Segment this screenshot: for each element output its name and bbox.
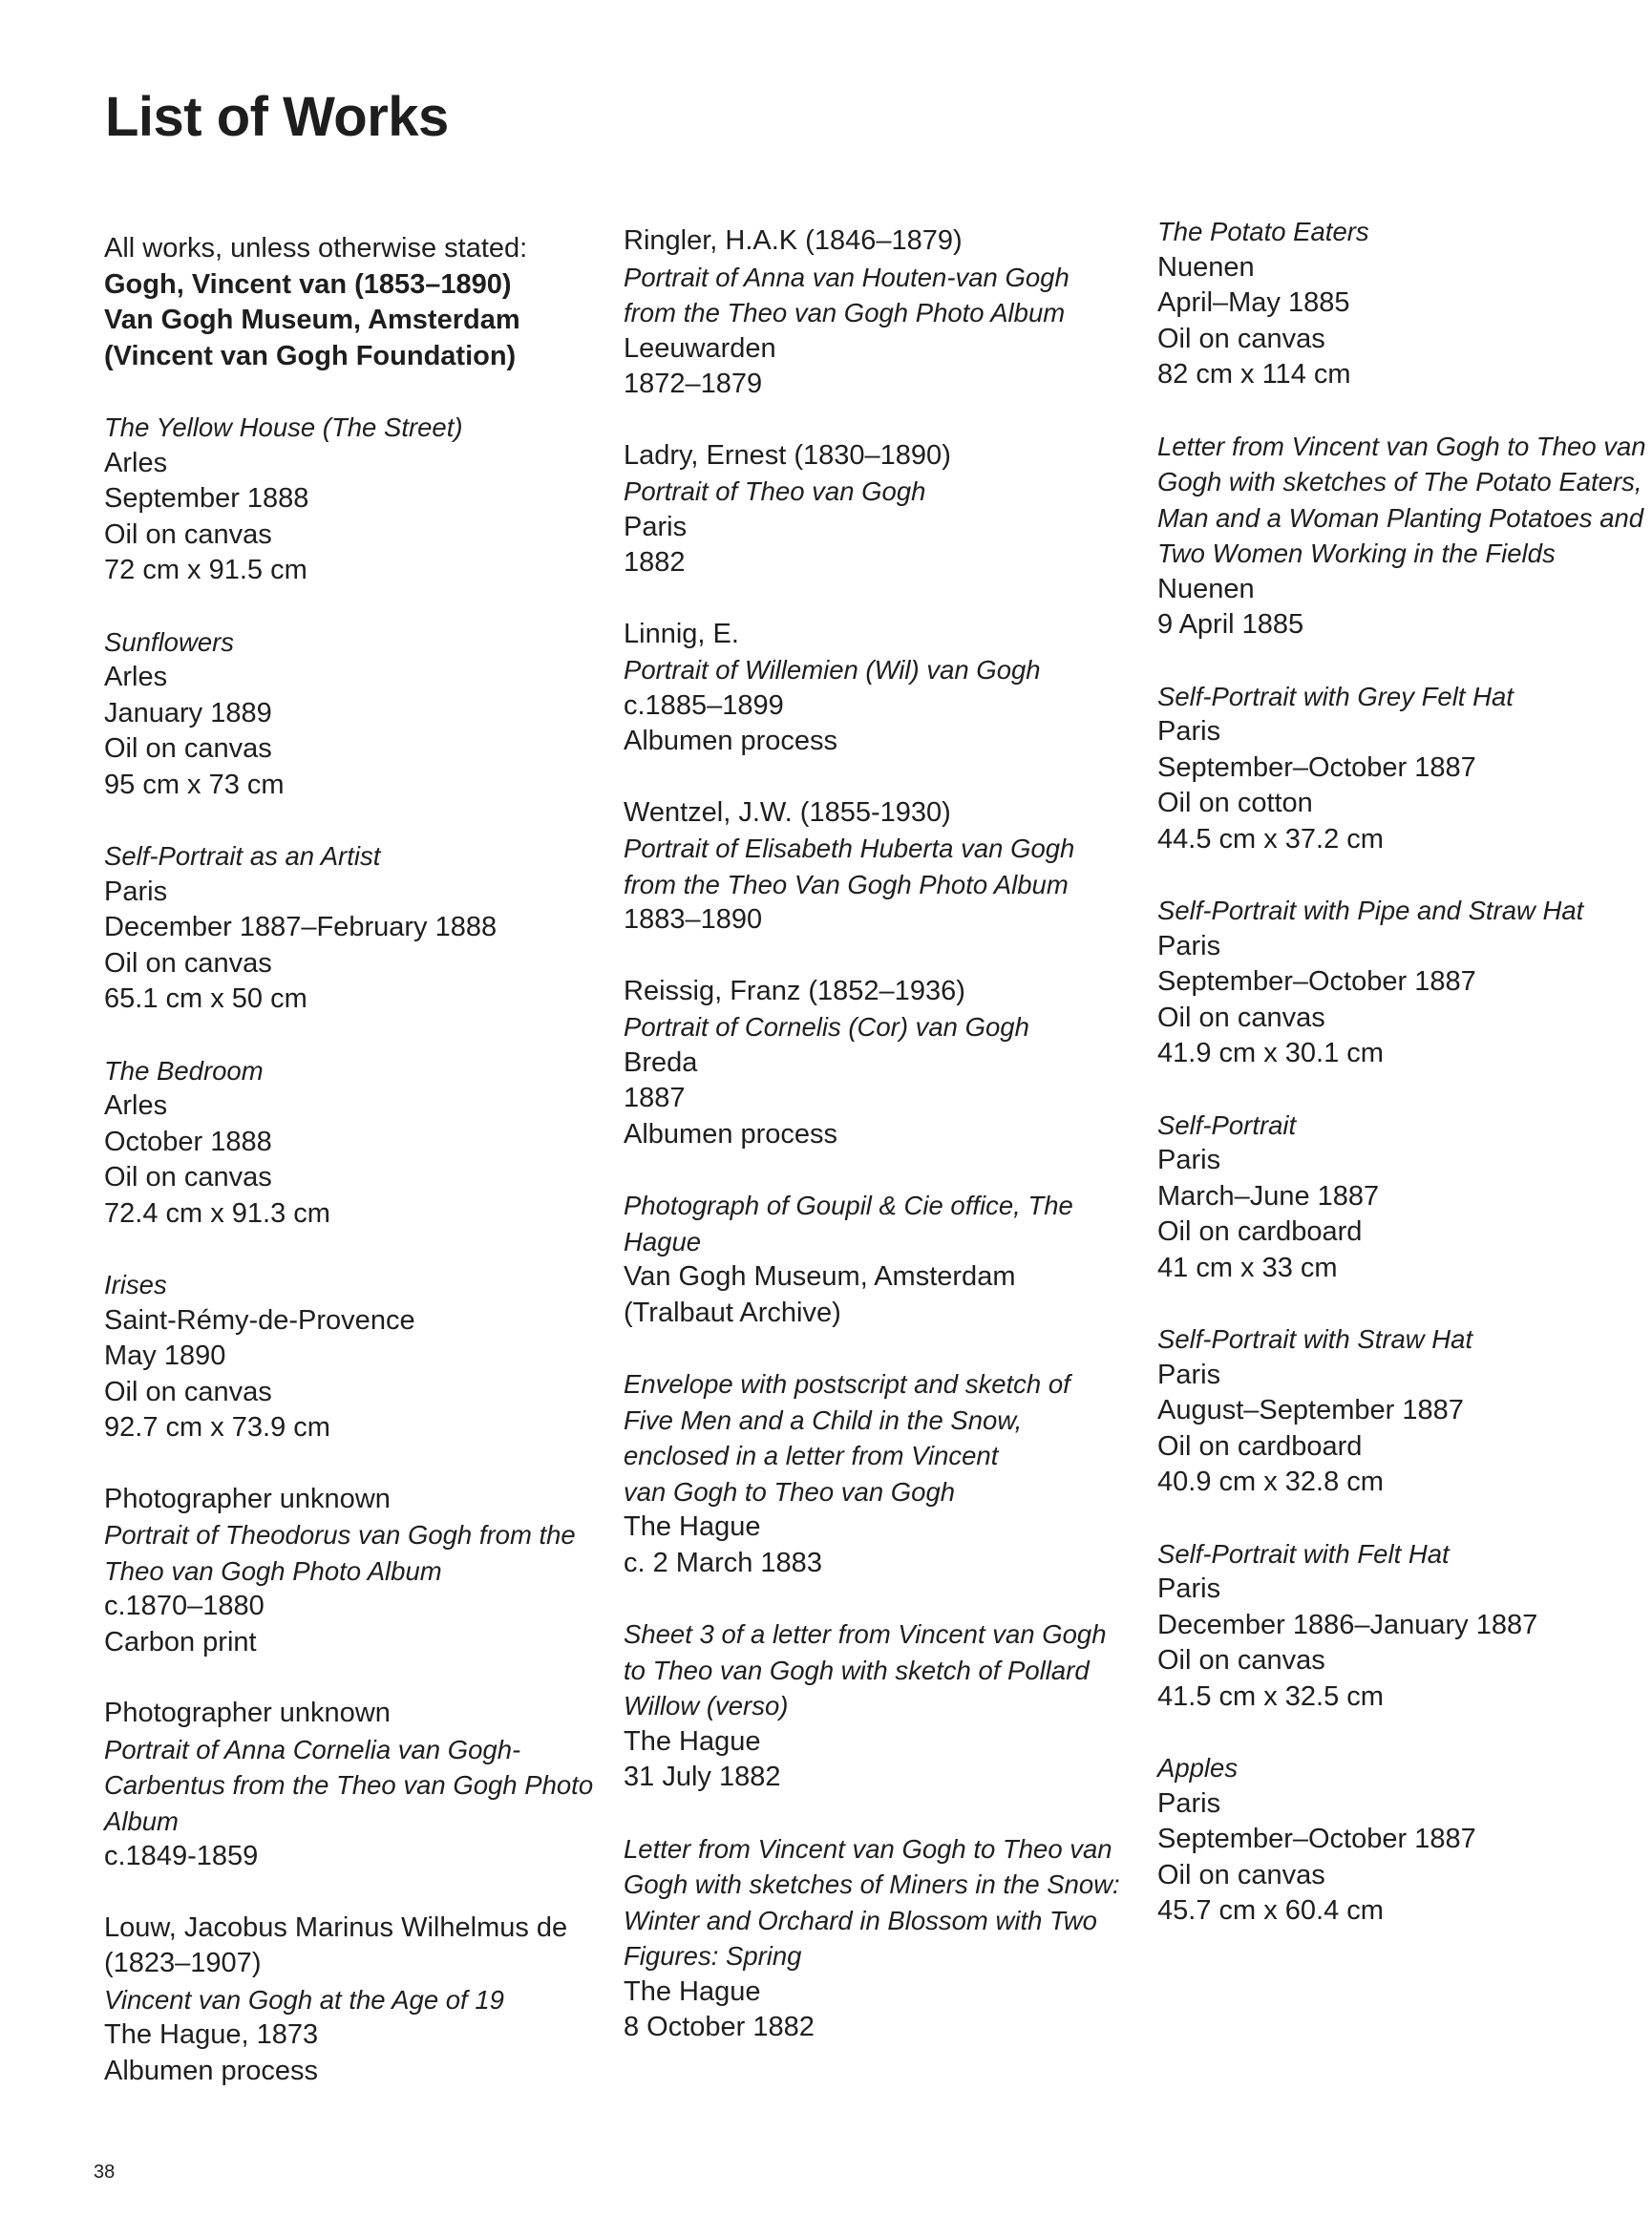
work-detail-line: Oil on canvas xyxy=(104,733,272,764)
work-title-line: enclosed in a letter from Vincent xyxy=(624,1441,999,1470)
work-detail-line: Van Gogh Museum, Amsterdam xyxy=(624,1261,1016,1292)
column-1 xyxy=(104,231,601,2124)
work-entry xyxy=(1157,214,1652,393)
work-detail-line: Albumen process xyxy=(624,1118,838,1150)
work-detail-line: Carbon print xyxy=(104,1626,257,1657)
work-detail-line: 1887 xyxy=(624,1083,686,1113)
work-detail-line: Oil on canvas xyxy=(1157,1859,1325,1890)
work-title-line: Portrait of Theo van Gogh xyxy=(624,476,926,506)
work-detail-line: 45.7 cm x 60.4 cm xyxy=(1157,1895,1384,1926)
work-detail-line: Paris xyxy=(1157,1573,1221,1604)
work-detail-line: October 1888 xyxy=(104,1126,272,1157)
work-title-line: The Bedroom xyxy=(104,1055,264,1086)
work-detail-line: 95 cm x 73 cm xyxy=(104,769,285,800)
work-title-line: Envelope with postscript and sketch of xyxy=(624,1369,1070,1399)
work-detail-line: 72 cm x 91.5 cm xyxy=(104,555,307,585)
work-detail-line: Louw, Jacobus Marinus Wilhelmus de xyxy=(104,1911,568,1943)
work-detail-line: December 1886–January 1887 xyxy=(1157,1609,1538,1640)
work-detail-line: Paris xyxy=(104,876,168,907)
work-title-line: Self-Portrait xyxy=(1157,1109,1297,1140)
column-2 xyxy=(624,223,1120,2081)
work-title-line: Apples xyxy=(1157,1753,1239,1783)
work-title-line: The Potato Eaters xyxy=(1157,217,1369,246)
work-detail-line: c.1885–1899 xyxy=(624,689,784,721)
work-detail-line: Nuenen xyxy=(1157,573,1255,604)
work-detail-line: Wentzel, J.W. (1855-1930) xyxy=(624,796,951,828)
work-detail-line: Oil on cardboard xyxy=(1157,1430,1363,1462)
work-detail-line: Paris xyxy=(1157,716,1221,747)
work-detail-line: Arles xyxy=(104,662,168,692)
work-title-line: Irises xyxy=(104,1270,167,1299)
work-title-line: Sheet 3 of a letter from Vincent van Gogh xyxy=(624,1619,1107,1649)
work-title-line: Letter from Vincent van Gogh to Theo van xyxy=(1157,431,1646,461)
work-title-line: Portrait of Anna van Houten-van Gogh xyxy=(624,262,1070,292)
work-detail-line: Oil on cotton xyxy=(1157,788,1313,818)
work-detail-line: Oil on cardboard xyxy=(1157,1216,1363,1247)
work-entry xyxy=(624,223,1120,403)
work-detail-line: Paris xyxy=(624,511,688,542)
work-entry xyxy=(1157,429,1652,644)
work-title-line: Figures: Spring xyxy=(624,1941,802,1971)
work-detail-line: Oil on canvas xyxy=(104,518,272,550)
work-title-line: Self-Portrait as an Artist xyxy=(104,841,381,871)
work-entry xyxy=(624,1366,1120,1581)
work-title-line: Winter and Orchard in Blossom with Two xyxy=(624,1905,1097,1935)
intro-bold-line: Gogh, Vincent van (1853–1890) xyxy=(104,268,512,300)
work-detail-line: 1883–1890 xyxy=(624,904,763,935)
work-title-line: from the Theo Van Gogh Photo Album xyxy=(624,869,1069,899)
work-detail-line: 44.5 cm x 37.2 cm xyxy=(1157,823,1384,855)
intro-bold-line: (Vincent van Gogh Foundation) xyxy=(104,340,517,371)
work-entry xyxy=(104,1267,601,1446)
work-title-line: Album xyxy=(104,1805,179,1836)
work-title-line: Portrait of Theodorus van Gogh from the xyxy=(104,1520,576,1550)
work-detail-line: Paris xyxy=(1157,1145,1221,1175)
work-title-line: Sunflowers xyxy=(104,626,235,657)
work-title-line: Self-Portrait with Felt Hat xyxy=(1157,1538,1450,1569)
work-entry xyxy=(624,795,1120,939)
work-entry xyxy=(104,1911,601,2090)
work-detail-line: c. 2 March 1883 xyxy=(624,1547,822,1578)
work-detail-line: 9 April 1885 xyxy=(1157,609,1304,640)
work-detail-line: 1882 xyxy=(624,547,686,578)
work-title-line: Photograph of Goupil & Cie office, The xyxy=(624,1191,1073,1220)
work-entry xyxy=(104,624,601,804)
work-detail-line: The Hague xyxy=(624,1975,761,2007)
work-entry xyxy=(624,1831,1120,2046)
work-detail-line: Oil on canvas xyxy=(104,1376,272,1407)
work-detail-line: Oil on canvas xyxy=(1157,1645,1325,1676)
work-detail-line: (1823–1907) xyxy=(104,1948,262,1978)
work-entry xyxy=(1157,893,1652,1072)
work-detail-line: c.1870–1880 xyxy=(104,1591,265,1621)
work-detail-line: 41.9 cm x 30.1 cm xyxy=(1157,1038,1384,1068)
work-detail-line: Albumen process xyxy=(104,2055,319,2086)
work-detail-line: September 1888 xyxy=(104,483,309,514)
work-detail-line: September–October 1887 xyxy=(1157,1824,1476,1854)
work-detail-line: Ringler, H.A.K (1846–1879) xyxy=(624,225,963,256)
work-detail-line: March–June 1887 xyxy=(1157,1180,1380,1212)
work-detail-line: Arles xyxy=(104,1090,168,1121)
work-detail-line: January 1889 xyxy=(104,697,272,728)
work-entry xyxy=(1157,1321,1652,1501)
work-detail-line: December 1887–February 1888 xyxy=(104,912,498,942)
work-entry xyxy=(104,838,601,1018)
work-detail-line: Ladry, Ernest (1830–1890) xyxy=(624,439,951,471)
work-detail-line: The Hague xyxy=(624,1511,761,1542)
work-entry xyxy=(104,1053,601,1233)
work-detail-line: September–October 1887 xyxy=(1157,751,1476,783)
work-entry xyxy=(104,1696,601,1875)
work-detail-line: Saint-Rémy-de-Provence xyxy=(104,1304,415,1336)
work-entry xyxy=(624,438,1120,581)
work-detail-line: Oil on canvas xyxy=(104,947,272,979)
work-title-line: Self-Portrait with Pipe and Straw Hat xyxy=(1157,896,1584,925)
work-detail-line: Nuenen xyxy=(1157,251,1255,283)
work-title-line: Self-Portrait with Straw Hat xyxy=(1157,1324,1473,1354)
work-title-line: The Yellow House (The Street) xyxy=(104,412,463,442)
work-entry xyxy=(624,1616,1120,1796)
work-entry xyxy=(1157,1536,1652,1716)
work-title-line: Portrait of Cornelis (Cor) van Gogh xyxy=(624,1012,1029,1042)
work-detail-line: May 1890 xyxy=(104,1341,226,1371)
work-detail-line: 72.4 cm x 91.3 cm xyxy=(104,1197,330,1229)
work-detail-line: Linnig, E. xyxy=(624,618,739,649)
work-detail-line: Reissig, Franz (1852–1936) xyxy=(624,975,965,1006)
intro-line: All works, unless otherwise stated: xyxy=(104,233,528,264)
work-detail-line: Albumen process xyxy=(624,726,838,756)
work-title-line: Willow (verso) xyxy=(624,1691,789,1721)
intro-bold-line: Van Gogh Museum, Amsterdam xyxy=(104,305,520,335)
work-detail-line: c.1849-1859 xyxy=(104,1841,259,1871)
work-title-line: from the Theo van Gogh Photo Album xyxy=(624,298,1066,327)
work-entry xyxy=(104,410,601,589)
work-detail-line: Paris xyxy=(1157,1359,1221,1390)
intro-block xyxy=(104,231,601,374)
work-detail-line: April–May 1885 xyxy=(1157,287,1350,318)
work-entry xyxy=(1157,1108,1652,1287)
work-detail-line: 1872–1879 xyxy=(624,369,763,399)
work-detail-line: 82 cm x 114 cm xyxy=(1157,359,1351,390)
work-detail-line: Photographer unknown xyxy=(104,1698,391,1728)
work-title-line: to Theo van Gogh with sketch of Pollard xyxy=(624,1655,1090,1685)
work-title-line: Vincent van Gogh at the Age of 19 xyxy=(104,1984,504,2015)
work-detail-line: The Hague, 1873 xyxy=(104,2019,319,2050)
work-detail-line: Photographer unknown xyxy=(104,1483,391,1514)
work-entry xyxy=(624,617,1120,760)
work-detail-line: Paris xyxy=(1157,1787,1221,1819)
work-detail-line: 65.1 cm x 50 cm xyxy=(104,983,307,1014)
work-entry xyxy=(1157,1750,1652,1930)
work-title-line: Gogh with sketches of Miners in the Snow: xyxy=(624,1869,1120,1899)
work-title-line: Portrait of Elisabeth Huberta van Gogh xyxy=(624,834,1075,863)
work-detail-line: August–September 1887 xyxy=(1157,1395,1464,1425)
work-title-line: Gogh with sketches of The Potato Eaters, xyxy=(1157,467,1642,496)
work-detail-line: Leeuwarden xyxy=(624,332,776,364)
work-title-line: Portrait of Anna Cornelia van Gogh- xyxy=(104,1734,521,1764)
work-detail-line: 8 October 1882 xyxy=(624,2012,815,2042)
work-entry xyxy=(104,1482,601,1661)
work-detail-line: Paris xyxy=(1157,930,1221,961)
work-title-line: Self-Portrait with Grey Felt Hat xyxy=(1157,681,1514,711)
page-number: 38 xyxy=(94,2162,116,2183)
work-title-line: Theo van Gogh Photo Album xyxy=(104,1555,442,1586)
work-entry xyxy=(624,1188,1120,1331)
work-title-line: van Gogh to Theo van Gogh xyxy=(624,1476,956,1507)
work-detail-line: 40.9 cm x 32.8 cm xyxy=(1157,1467,1384,1497)
work-title-line: Hague xyxy=(624,1226,702,1256)
work-detail-line: 41 cm x 33 cm xyxy=(1157,1252,1338,1283)
page-title: List of Works xyxy=(105,86,449,148)
work-title-line: Letter from Vincent van Gogh to Theo van xyxy=(624,1833,1112,1864)
work-detail-line: Oil on canvas xyxy=(1157,1002,1325,1033)
column-3 xyxy=(1157,214,1652,1965)
work-entry xyxy=(1157,679,1652,858)
work-detail-line: Oil on canvas xyxy=(104,1162,272,1193)
work-detail-line: 92.7 cm x 73.9 cm xyxy=(104,1412,330,1443)
work-detail-line: September–October 1887 xyxy=(1157,966,1476,997)
work-title-line: Man and a Woman Planting Potatoes and xyxy=(1157,502,1644,533)
work-detail-line: Oil on canvas xyxy=(1157,323,1325,354)
work-title-line: Portrait of Willemien (Wil) van Gogh xyxy=(624,655,1041,685)
work-title-line: Five Men and a Child in the Snow, xyxy=(624,1404,1023,1435)
work-entry xyxy=(624,974,1120,1153)
work-detail-line: Arles xyxy=(104,447,168,478)
work-detail-line: (Tralbaut Archive) xyxy=(624,1297,841,1328)
work-detail-line: Breda xyxy=(624,1046,698,1078)
work-title-line: Two Women Working in the Fields xyxy=(1157,538,1556,568)
work-detail-line: 31 July 1882 xyxy=(624,1762,781,1792)
work-detail-line: 41.5 cm x 32.5 cm xyxy=(1157,1680,1384,1712)
work-detail-line: The Hague xyxy=(624,1725,761,1757)
work-title-line: Carbentus from the Theo van Gogh Photo xyxy=(104,1770,594,1800)
